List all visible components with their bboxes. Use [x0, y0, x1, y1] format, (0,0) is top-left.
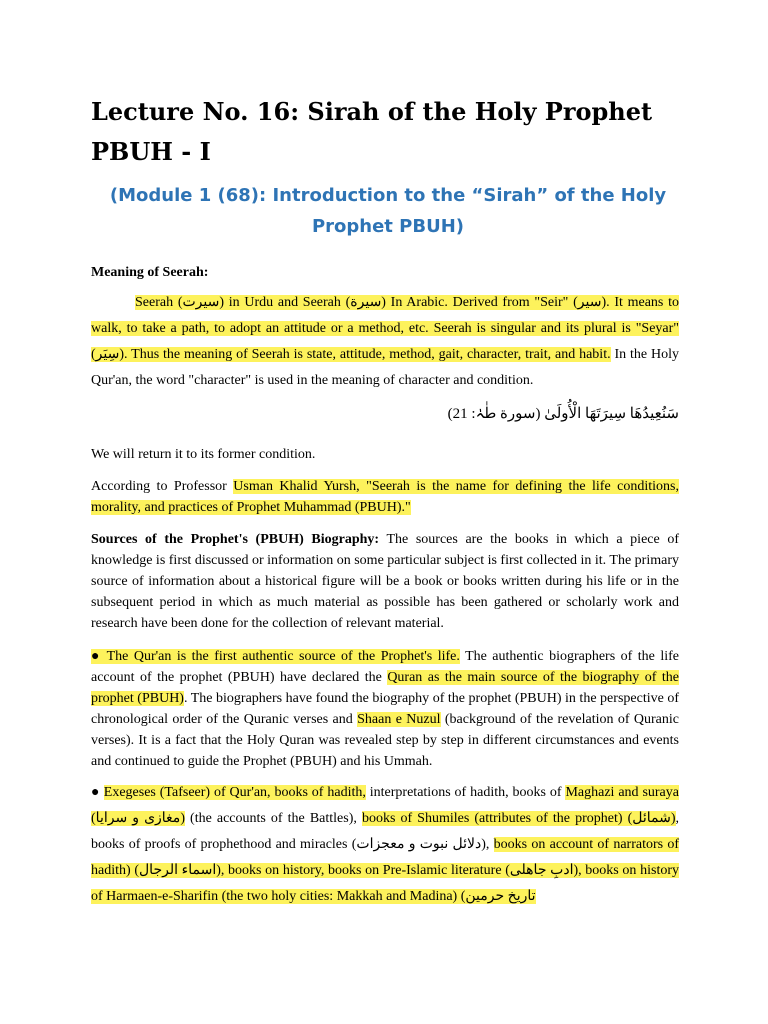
- quran-verse: سَنُعِيدُهَا سِيرَتَهَا الْأُولَىٰ (سورة طٰہٰ: 21): [447, 406, 679, 422]
- quran-source-paragraph: ● The Qur'an is the first authentic source of the Prophet's life. The authentic biographers of the life account of the prophet (PBUH) have declared the Quran as the main source of the biography of the prophet (PBUH). The biographers have found the biography of the prophet (PBUH) in the perspective of chronological order of the Quranic verses and Shaan e Nuzul (background of the revelation of Quranic verses). It is a fact that the Holy Quran was revealed step by step in different circumstances and events and continued to guide the Prophet (PBUH) and his Ummah.: [91, 649, 679, 769]
- sources-paragraph: Sources of the Prophet's (PBUH) Biography: The sources are the books in which a piece of knowledge is first discussed or information on some particular subject is first collected in it. The primary source of information about a historical figure will be a book or books written during his life or in the subsequent period in which as much material as possible has been gathered or scholarly work and research have been done for the collection of relevant material.: [91, 532, 679, 631]
- meaning-paragraph: Seerah (سیرت) in Urdu and Seerah (سیرة) In Arabic. Derived from "Seir" (سیر). It means to walk, to take a path, to adopt an attitude or a method, etc. Seerah is singular and its plural is "Seyar" (سِیَر). Thus the meaning of Seerah is state, attitude, method, gait, character, trait, and habit. In the Holy Qur'an, the word "character" is used in the meaning of character and condition.: [91, 295, 679, 388]
- meaning-heading: Meaning of Seerah:: [91, 265, 209, 280]
- sources-heading: Sources of the Prophet's (PBUH) Biography:: [91, 532, 380, 547]
- lecture-title: Lecture No. 16: Sirah of the Holy Prophet PBUH - I: [91, 97, 653, 166]
- definition-paragraph: According to Professor Usman Khalid Yursh, "Seerah is the name for defining the life conditions, morality, and practices of Prophet Muhammad (PBUH).": [91, 479, 679, 515]
- verse-translation: We will return it to its former condition.: [91, 447, 316, 462]
- meaning-highlight: Seerah (سیرت) in Urdu and Seerah (سیرة) In Arabic. Derived from "Seir" (سیر). It means to walk, to take a path, to adopt an attitude or a method, etc. Seerah is singular and its plural is "Seyar" (سِیَر). Thus the meaning of Seerah is state, attitude, method, gait, character, trait, and habit.: [91, 295, 679, 362]
- other-sources-paragraph: ● Exegeses (Tafseer) of Qur'an, books of hadith, interpretations of hadith, books of Maghazi and suraya (مغازی و سرایا) (the accounts of the Battles), books of Shumiles (attributes of the prophet) (شمائل), books of proofs of prophethood and miracles (دلائل نبوت و معجزات), books on account of narrators of hadith) (اسماء الرجال), books on history, books on Pre-Islamic literature (ادبِ جاھلی), books on history of Harmaen-e-Sharifin (the two holy cities: Makkah and Madina) (تاریخ حرمین: [91, 785, 679, 904]
- module-subtitle: (Module 1 (68): Introduction to the “Sirah” of the Holy Prophet PBUH): [109, 185, 667, 237]
